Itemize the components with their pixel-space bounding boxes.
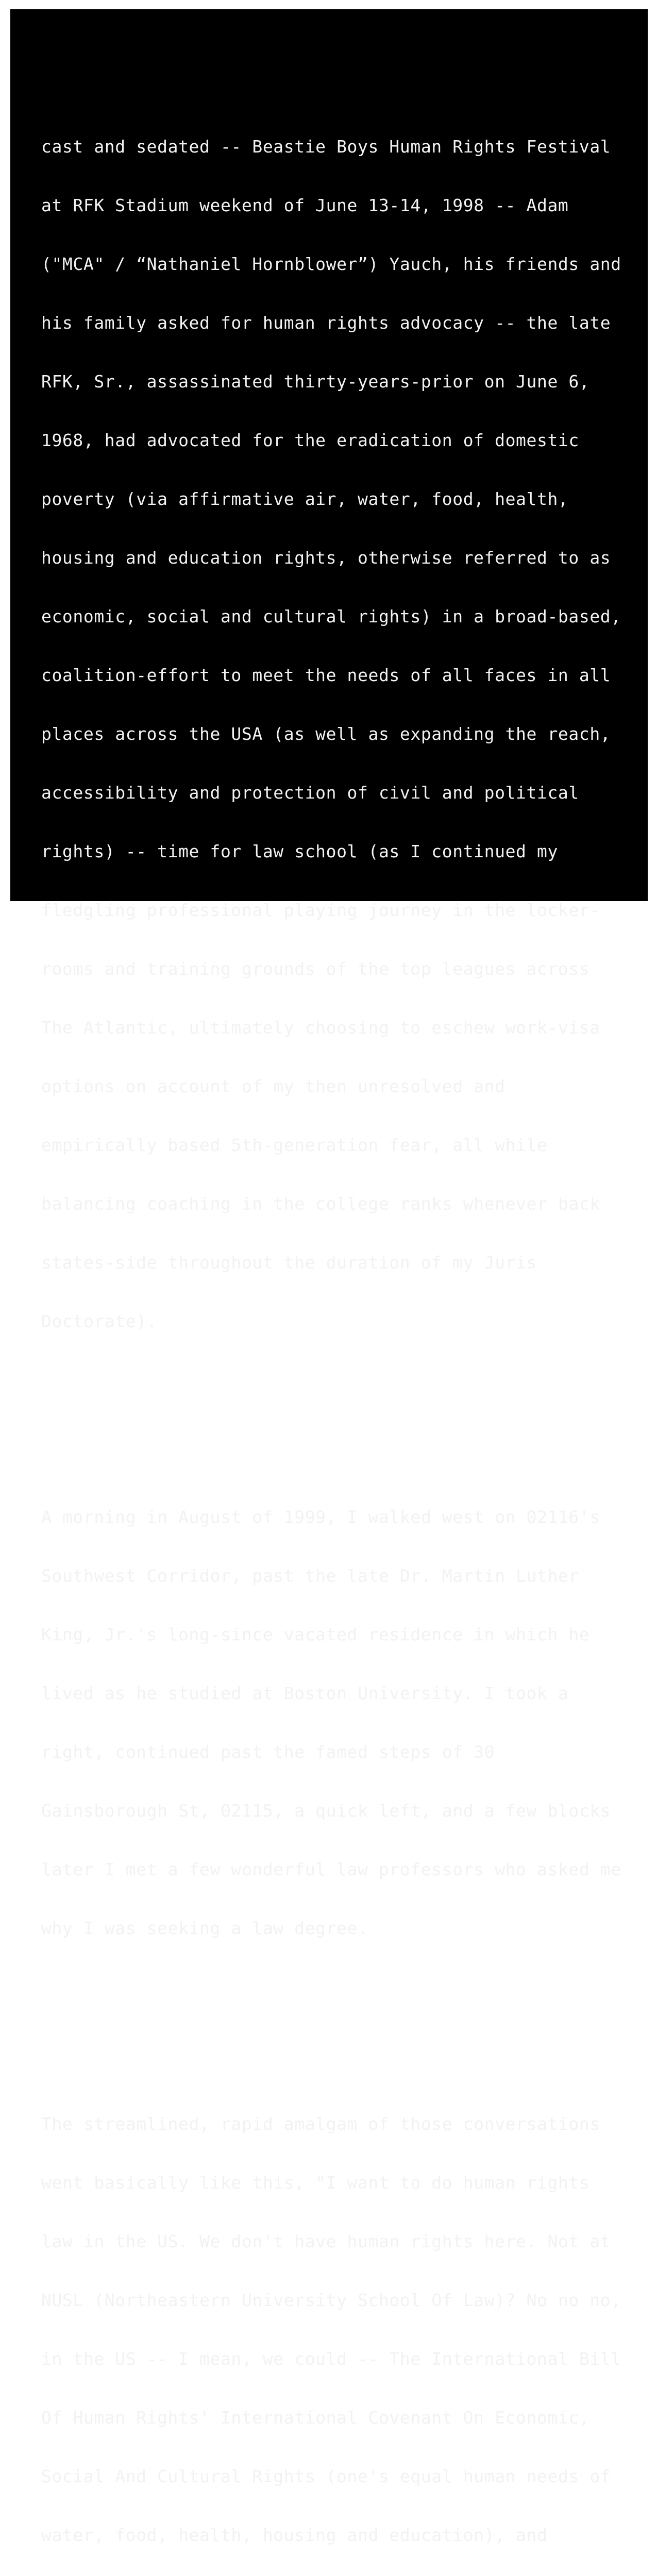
text-line: balancing coaching in the college ranks whenever back — [41, 1194, 600, 1214]
text-line: Doctorate). — [41, 1311, 158, 1331]
text-line: right, continued past the famed steps of 30 — [41, 1742, 495, 1762]
text-line: water, food, health, housing and education), and — [41, 2525, 548, 2545]
text-line: options on account of my then unresolved and — [41, 1076, 506, 1096]
text-line: Social And Cultural Rights (one's equal human needs of — [41, 2466, 611, 2486]
text-line: rooms and training grounds of the top leagues across — [41, 959, 590, 979]
text-line: coalition-effort to meet the needs of all faces in all — [41, 665, 611, 685]
text-line: his family asked for human rights advocacy -- the late — [41, 313, 611, 333]
paragraph-spacer — [41, 2016, 639, 2036]
text-line: in the US -- I mean, we could -- The International Bill — [41, 2349, 621, 2369]
text-line: fledgling professional playing journey in the locker- — [41, 900, 600, 920]
paragraph-3 — [41, 2075, 639, 2576]
text-line: 1968, had advocated for the eradication of domestic — [41, 430, 579, 450]
text-line: economic, social and cultural rights) in a broad-based, — [41, 606, 621, 626]
text-line: places across the USA (as well as expanding the reach, — [41, 724, 611, 744]
text-line: later I met a few wonderful law professors who asked me — [41, 1859, 621, 1879]
text-line: Gainsborough St, 02115, a quick left, and a few blocks — [41, 1801, 611, 1821]
text-line: King, Jr.'s long-since vacated residence in which he — [41, 1624, 590, 1645]
text-line: went basically like this, "I want to do human rights — [41, 2173, 590, 2193]
document-body — [41, 59, 639, 2576]
text-line: rights) -- time for law school (as I continued my — [41, 841, 558, 861]
text-line: The Atlantic, ultimately choosing to eschew work-visa — [41, 1018, 600, 1038]
text-line: A morning in August of 1999, I walked west on 02116's — [41, 1507, 600, 1527]
document-page — [10, 9, 648, 2545]
text-line: housing and education rights, otherwise referred to as — [41, 548, 611, 568]
paragraph-spacer — [41, 1410, 639, 1429]
text-line: at RFK Stadium weekend of June 13-14, 1998 -- Adam — [41, 195, 569, 215]
text-line: The streamlined, rapid amalgam of those conversations — [41, 2114, 600, 2134]
text-line: accessibility and protection of civil and political — [41, 783, 579, 803]
text-line: states-side throughout the duration of my Juris — [41, 1252, 537, 1273]
text-line: Of Human Rights' International Covenant On Economic, — [41, 2408, 590, 2428]
text-line: cast and sedated -- Beastie Boys Human Rights Festival — [41, 137, 611, 157]
text-line: Southwest Corridor, past the late Dr. Martin Luther — [41, 1566, 579, 1586]
text-line: NUSL (Northeastern University School Of Law)? No no no, — [41, 2290, 621, 2310]
text-line: RFK, Sr., assassinated thirty-years-prior on June 6, — [41, 371, 590, 392]
paragraph-2 — [41, 1468, 639, 1977]
text-line: why I was seeking a law degree. — [41, 1918, 368, 1938]
text-line: ("MCA" / “Nathaniel Hornblower”) Yauch, his friends and — [41, 254, 621, 274]
text-line: law in the US. We don't have human rights here. Not at — [41, 2231, 611, 2251]
text-line: lived as he studied at Boston University. I took a — [41, 1683, 569, 1703]
paragraph-1 — [41, 98, 639, 1370]
text-line: poverty (via affirmative air, water, food, health, — [41, 489, 569, 509]
text-line: empirically based 5th-generation fear, all while — [41, 1135, 548, 1155]
